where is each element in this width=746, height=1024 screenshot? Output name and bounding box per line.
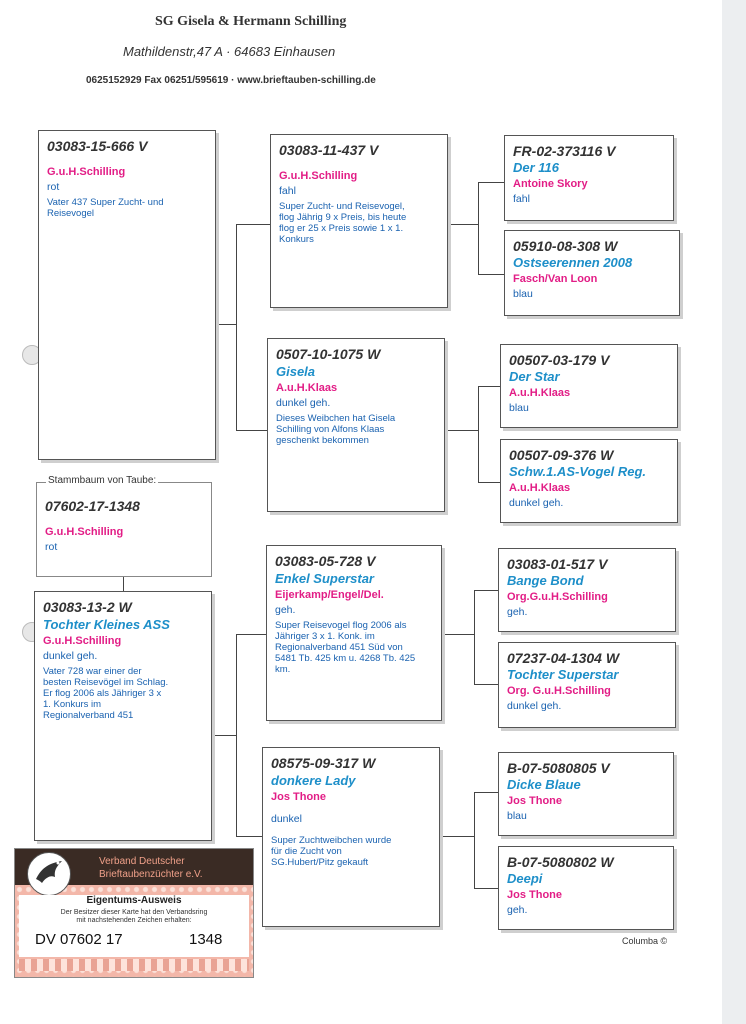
plumage-color: fahl <box>279 185 296 197</box>
connector <box>236 836 262 837</box>
connector <box>478 386 479 482</box>
plumage-color: dunkel geh. <box>507 700 562 712</box>
owner: Antoine Skory <box>513 178 588 190</box>
connector <box>474 792 498 793</box>
plumage-color: blau <box>507 810 527 822</box>
owner: G.u.H.Schilling <box>279 170 358 182</box>
pigeon-name: Enkel Superstar <box>275 571 374 586</box>
pedigree-card-mother <box>34 591 212 841</box>
connector <box>236 430 267 431</box>
pedigree-card-fff <box>504 135 674 221</box>
ring-number: 00507-03-179 V <box>509 352 610 368</box>
ring-number: 07237-04-1304 W <box>507 650 620 666</box>
owner: Jos Thone <box>271 791 327 803</box>
pedigree-card-mm <box>262 747 440 927</box>
connector <box>447 224 478 225</box>
ring-number: 03083-13-2 W <box>43 599 132 615</box>
ring-number: B-07-5080805 V <box>507 760 610 776</box>
pigeon-name: Gisela <box>276 364 316 379</box>
pigeon-name: Der 116 <box>513 160 560 175</box>
pigeon-name: Der Star <box>509 369 560 384</box>
pigeon-name: Bange Bond <box>507 573 584 588</box>
pedigree-card-subject <box>36 482 212 577</box>
pedigree-card-ffm <box>504 230 680 316</box>
connector <box>442 634 474 635</box>
remarks: Vater 437 Super Zucht- und Reisevogel <box>47 197 164 219</box>
connector <box>474 792 475 888</box>
plumage-color: geh. <box>507 606 528 618</box>
owner: Org.G.u.H.Schilling <box>507 591 608 603</box>
ring-number: 03083-15-666 V <box>47 138 148 154</box>
card-ring-number: 1348 <box>189 931 223 948</box>
plumage-color: geh. <box>507 904 528 916</box>
ring-number: 00507-09-376 W <box>509 447 614 463</box>
breeder-address: Mathildenstr,47 A · 64683 Einhausen <box>123 44 336 59</box>
remarks: Vater 728 war einer der besten Reisevögel im Schlag. Er flog 2006 als Jähriger 3 x 1. Konkurs im Regionalverband 451 <box>43 666 169 721</box>
connector <box>236 634 266 635</box>
remarks: Dieses Weibchen hat Gisela Schilling von Alfons Klaas geschenkt bekommen <box>276 413 396 446</box>
dove-logo-icon <box>27 852 71 896</box>
connector <box>236 634 237 836</box>
plumage-color: geh. <box>275 604 296 616</box>
ring-number: 03083-05-728 V <box>275 553 376 569</box>
pedigree-card-fmm <box>500 439 678 523</box>
software-credit: Columba © <box>622 936 668 946</box>
plumage-color: dunkel geh. <box>509 497 564 509</box>
remarks: Super Zucht- und Reisevogel, flog Jährig 9 x Preis, bis heute flog er 25 x Preis sowie 1 x 1. Konkurs <box>279 201 407 245</box>
pedigree-card-ff <box>270 134 448 308</box>
pigeon-name: Ostseerennen 2008 <box>513 255 633 270</box>
ring-number: B-07-5080802 W <box>507 854 614 870</box>
owner: Org. G.u.H.Schilling <box>507 685 611 697</box>
ring-number: 03083-01-517 V <box>507 556 608 572</box>
connector <box>440 836 474 837</box>
breeder-contact: 0625152929 Fax 06251/595619 · www.brieftauben-schilling.de <box>86 75 376 86</box>
breeder-name: SG Gisela & Hermann Schilling <box>155 14 347 29</box>
connector <box>445 430 478 431</box>
connector <box>216 324 236 325</box>
pedigree-card-mf <box>266 545 442 721</box>
connector <box>236 224 270 225</box>
owner: Jos Thone <box>507 795 563 807</box>
scan-edge <box>722 0 746 1024</box>
connector <box>478 482 500 483</box>
owner: Jos Thone <box>507 889 563 901</box>
plumage-color: blau <box>509 402 529 414</box>
org-line-2: Brieftaubenzüchter e.V. <box>99 869 203 880</box>
ring-number: 0507-10-1075 W <box>276 346 381 362</box>
connector <box>478 182 479 274</box>
plumage-color: dunkel geh. <box>43 650 98 662</box>
pigeon-name: donkere Lady <box>271 773 356 788</box>
card-subtitle-line-1: Der Besitzer dieser Karte hat den Verbandsring <box>60 909 208 916</box>
pedigree-card-mfm <box>498 642 676 728</box>
owner: G.u.H.Schilling <box>43 635 122 647</box>
connector <box>123 577 124 591</box>
connector <box>478 274 504 275</box>
card-title: Eigentums-Ausweis <box>86 895 182 906</box>
owner: A.u.H.Klaas <box>509 387 571 399</box>
pigeon-name: Tochter Superstar <box>507 667 619 682</box>
plumage-color: dunkel <box>271 813 302 825</box>
connector <box>474 684 498 685</box>
pedigree-card-fmf <box>500 344 678 428</box>
ring-number: 07602-17-1348 <box>45 498 140 514</box>
card-subtitle-line-2: mit nachstehenden Zeichen erhalten: <box>76 917 192 924</box>
pedigree-card-mmm <box>498 846 674 930</box>
owner: A.u.H.Klaas <box>276 382 338 394</box>
owner: Eijerkamp/Engel/Del. <box>275 589 384 601</box>
plumage-color: rot <box>45 541 58 553</box>
connector <box>478 182 504 183</box>
pedigree-card-mmf <box>498 752 674 836</box>
pedigree-card-fm <box>267 338 445 512</box>
plumage-color: rot <box>47 181 60 193</box>
ring-number: 05910-08-308 W <box>513 238 618 254</box>
remarks: Super Zuchtweibchen wurde für die Zucht von SG.Hubert/Pitz gekauft <box>271 835 392 868</box>
owner: A.u.H.Klaas <box>509 482 571 494</box>
ring-number: 03083-11-437 V <box>279 142 379 158</box>
ring-number: 08575-09-317 W <box>271 755 376 771</box>
card-band <box>19 959 249 971</box>
pigeon-name: Dicke Blaue <box>507 777 581 792</box>
pigeon-name: Tochter Kleines ASS <box>43 617 170 632</box>
card-ring-prefix: DV 07602 17 <box>35 931 123 948</box>
owner: G.u.H.Schilling <box>47 166 126 178</box>
pigeon-name: Schw.1.AS-Vogel Reg. <box>509 464 647 479</box>
plumage-color: fahl <box>513 193 530 205</box>
pigeon-name: Deepi <box>507 871 543 886</box>
connector <box>212 735 236 736</box>
ownership-card <box>14 848 254 978</box>
plumage-color: dunkel geh. <box>276 397 331 409</box>
card-subtitle <box>15 909 253 925</box>
ring-number: FR-02-373116 V <box>513 143 616 159</box>
card-organization <box>99 855 203 881</box>
pedigree-card-father <box>38 130 216 460</box>
owner: Fasch/Van Loon <box>513 273 598 285</box>
org-line-1: Verband Deutscher <box>99 856 185 867</box>
subject-label: Stammbaum von Taube: <box>48 475 157 486</box>
plumage-color: blau <box>513 288 533 300</box>
connector <box>474 590 498 591</box>
connector <box>474 888 498 889</box>
pedigree-card-mff <box>498 548 676 632</box>
owner: G.u.H.Schilling <box>45 526 124 538</box>
connector <box>474 590 475 684</box>
remarks: Super Reisevogel flog 2006 als Jähriger 3 x 1. Konk. im Regionalverband 451 Süd von 5481 Tb. 425 km u. 4268 Tb. 425 km. <box>275 620 416 675</box>
connector <box>478 386 500 387</box>
connector <box>236 224 237 430</box>
